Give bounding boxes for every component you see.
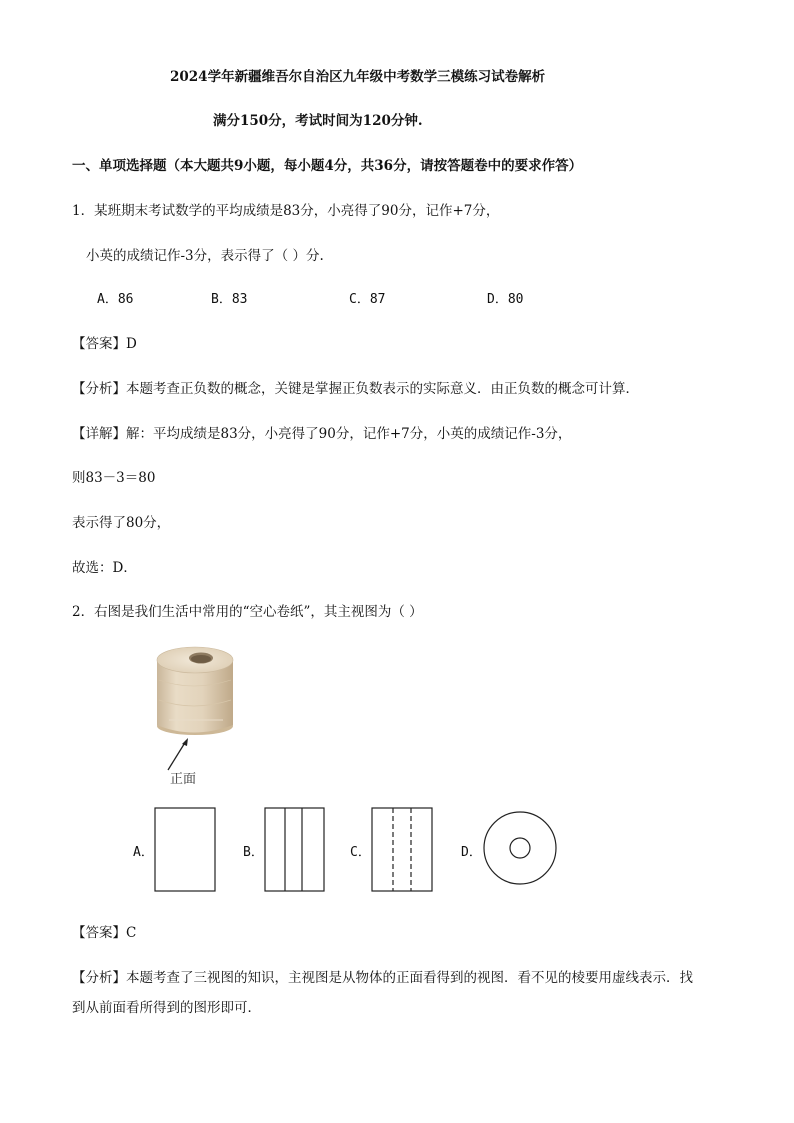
q1-step2: 表示得了80分，: [72, 515, 171, 531]
q2-option-d: D．: [461, 845, 482, 860]
q1-option-c: C．87: [349, 292, 386, 307]
front-label: 正面: [170, 772, 197, 787]
q1-option-a: A．86: [97, 292, 134, 307]
q2-analysis-line2: 到从前面看所得到的图形即可．: [72, 1000, 261, 1016]
option-d-ring-figure: [482, 810, 560, 888]
paper-roll-illustration: [145, 640, 245, 745]
option-b-solid-lines-figure: [264, 807, 326, 893]
q2-option-a: A．: [133, 845, 154, 860]
q1-answer: 【答案】D: [72, 336, 137, 352]
q2-analysis-line1: 【分析】本题考查了三视图的知识，主视图是从物体的正面看得到的视图．看不见的棱要用虚线表示．找: [72, 970, 693, 986]
q1-step1: 则83－3＝80: [72, 470, 156, 486]
option-a-rectangle-figure: [154, 807, 217, 893]
document-title: 2024学年新疆维吾尔自治区九年级中考数学三模练习试卷解析: [170, 69, 546, 85]
q1-stem-line2: 小英的成绩记作-3分，表示得了（ ）分.: [86, 248, 324, 264]
q2-stem: 2．右图是我们生活中常用的“空心卷纸”，其主视图为（ ）: [72, 604, 423, 620]
section-heading: 一、单项选择题（本大题共9小题，每小题4分，共36分，请按答题卷中的要求作答）: [72, 158, 583, 174]
q1-detail: 【详解】解：平均成绩是83分，小亮得了90分，记作+7分，小英的成绩记作-3分，: [72, 426, 572, 442]
q1-analysis: 【分析】本题考查正负数的概念，关键是掌握正负数表示的实际意义．由正负数的概念可计算．: [72, 381, 639, 397]
q1-option-b: B．83: [211, 292, 248, 307]
q1-conclusion: 故选：D．: [72, 560, 137, 576]
q2-option-c: C．: [350, 845, 371, 860]
document-subtitle: 满分150分，考试时间为120分钟.: [213, 113, 423, 129]
q2-answer: 【答案】C: [72, 925, 137, 941]
q2-option-b: B．: [243, 845, 264, 860]
q1-option-d: D．80: [487, 292, 524, 307]
q1-stem-line1: 1．某班期末考试数学的平均成绩是83分，小亮得了90分，记作+7分，: [72, 203, 500, 219]
option-c-dashed-lines-figure: [371, 807, 434, 893]
